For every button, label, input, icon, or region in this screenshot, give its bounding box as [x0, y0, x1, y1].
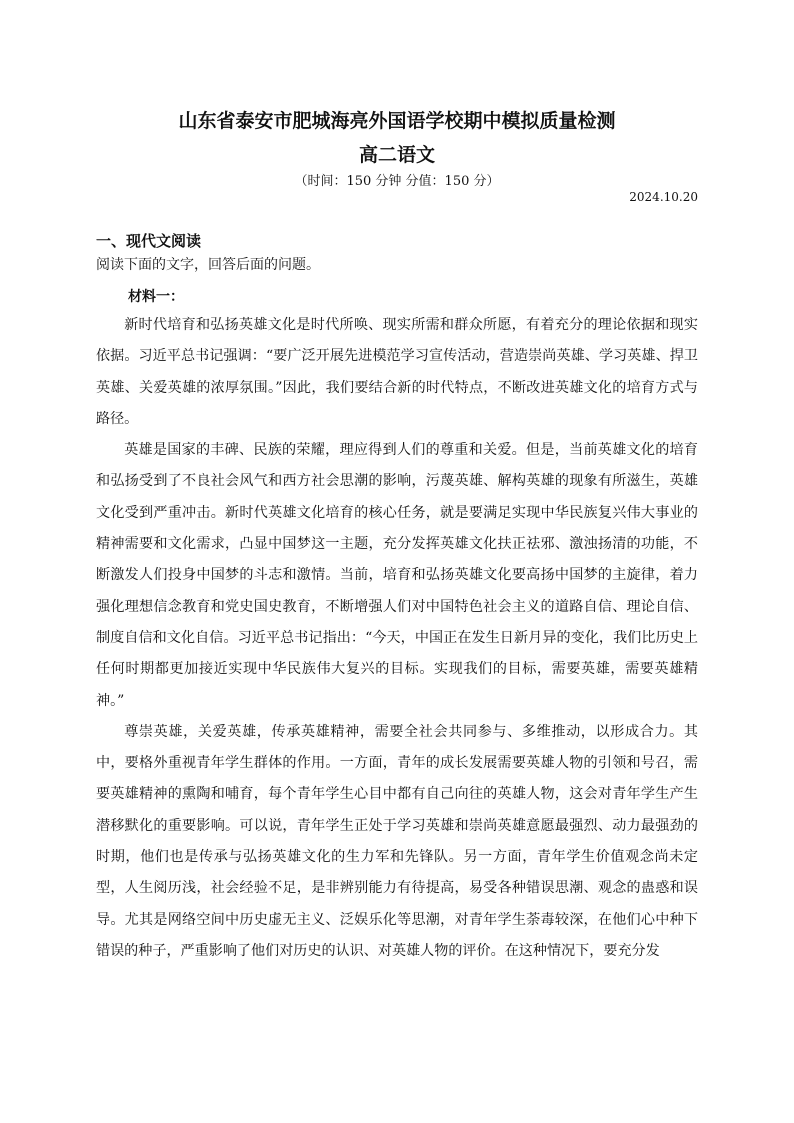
exam-info: （时间：150 分钟 分值：150 分）: [294, 174, 500, 189]
subject-title: 高二语文: [358, 144, 435, 166]
material-label: 材料一：: [128, 289, 184, 305]
paragraph-3: 尊崇英雄，关爱英雄，传承英雄精神，需要全社会共同参与、多维推动，以形成合力。其中，要格外重视青年学生群体的作用。一方面，青年的成长发展需要英雄人物的引领和号召，需要英雄精神的熏陶和哺育，每个青年学生心目中都有自己向往的英雄人物，这会对青年学生产生潜移默化的重要影响。可以说，青年学生正处于学习英雄和崇尚英雄意愿最强烈、动力最强劲的时期，他们也是传承与弘扬英雄文化的生力军和先锋队。另一方面，青年学生价值观念尚未定型，人生阅历浅，社会经验不足，是非辨别能力有待提高，易受各种错误思潮、观念的蛊惑和误导。尤其是网络空间中历史虚无主义、泛娱乐化等思潮，对青年学生荼毒较深，在他们心中种下错误的种子，严重影响了他们对历史的认识、对英雄人物的评价。在这种情况下，要充分发: [96, 723, 698, 959]
passage-body: [96, 310, 698, 967]
reading-instruction: 阅读下面的文字，回答后面的问题。: [96, 257, 320, 273]
exam-date: 2024.10.20: [629, 190, 698, 204]
section-heading: 一、现代文阅读: [96, 232, 202, 250]
paragraph-2: 英雄是国家的丰碑、民族的荣耀，理应得到人们的尊重和关爱。但是，当前英雄文化的培育和弘扬受到了不良社会风气和西方社会思潮的影响，污蔑英雄、解构英雄的现象有所滋生，英雄文化受到严重冲击。新时代英雄文化培育的核心任务，就是要满足实现中华民族复兴伟大事业的精神需要和文化需求，凸显中国梦这一主题，充分发挥英雄文化扶正祛邪、激浊扬清的功能，不断激发人们投身中国梦的斗志和激情。当前，培育和弘扬英雄文化要高扬中国梦的主旋律，着力强化理想信念教育和党史国史教育，不断增强人们对中国特色社会主义的道路自信、理论自信、制度自信和文化自信。习近平总书记指出：“今天，中国正在发生日新月异的变化，我们比历史上任何时期都更加接近实现中华民族伟大复兴的目标。实现我们的目标，需要英雄，需要英雄精神。”: [96, 442, 698, 709]
paragraph-1: 新时代培育和弘扬英雄文化是时代所唤、现实所需和群众所愿，有着充分的理论依据和现实依据。习近平总书记强调：“要广泛开展先进模范学习宣传活动，营造崇尚英雄、学习英雄、捍卫英雄、关爱英雄的浓厚氛围。”因此，我们要结合新的时代特点，不断改进英雄文化的培育方式与路径。: [96, 317, 698, 427]
exam-title: 山东省泰安市肥城海亮外国语学校期中模拟质量检测: [178, 110, 616, 132]
